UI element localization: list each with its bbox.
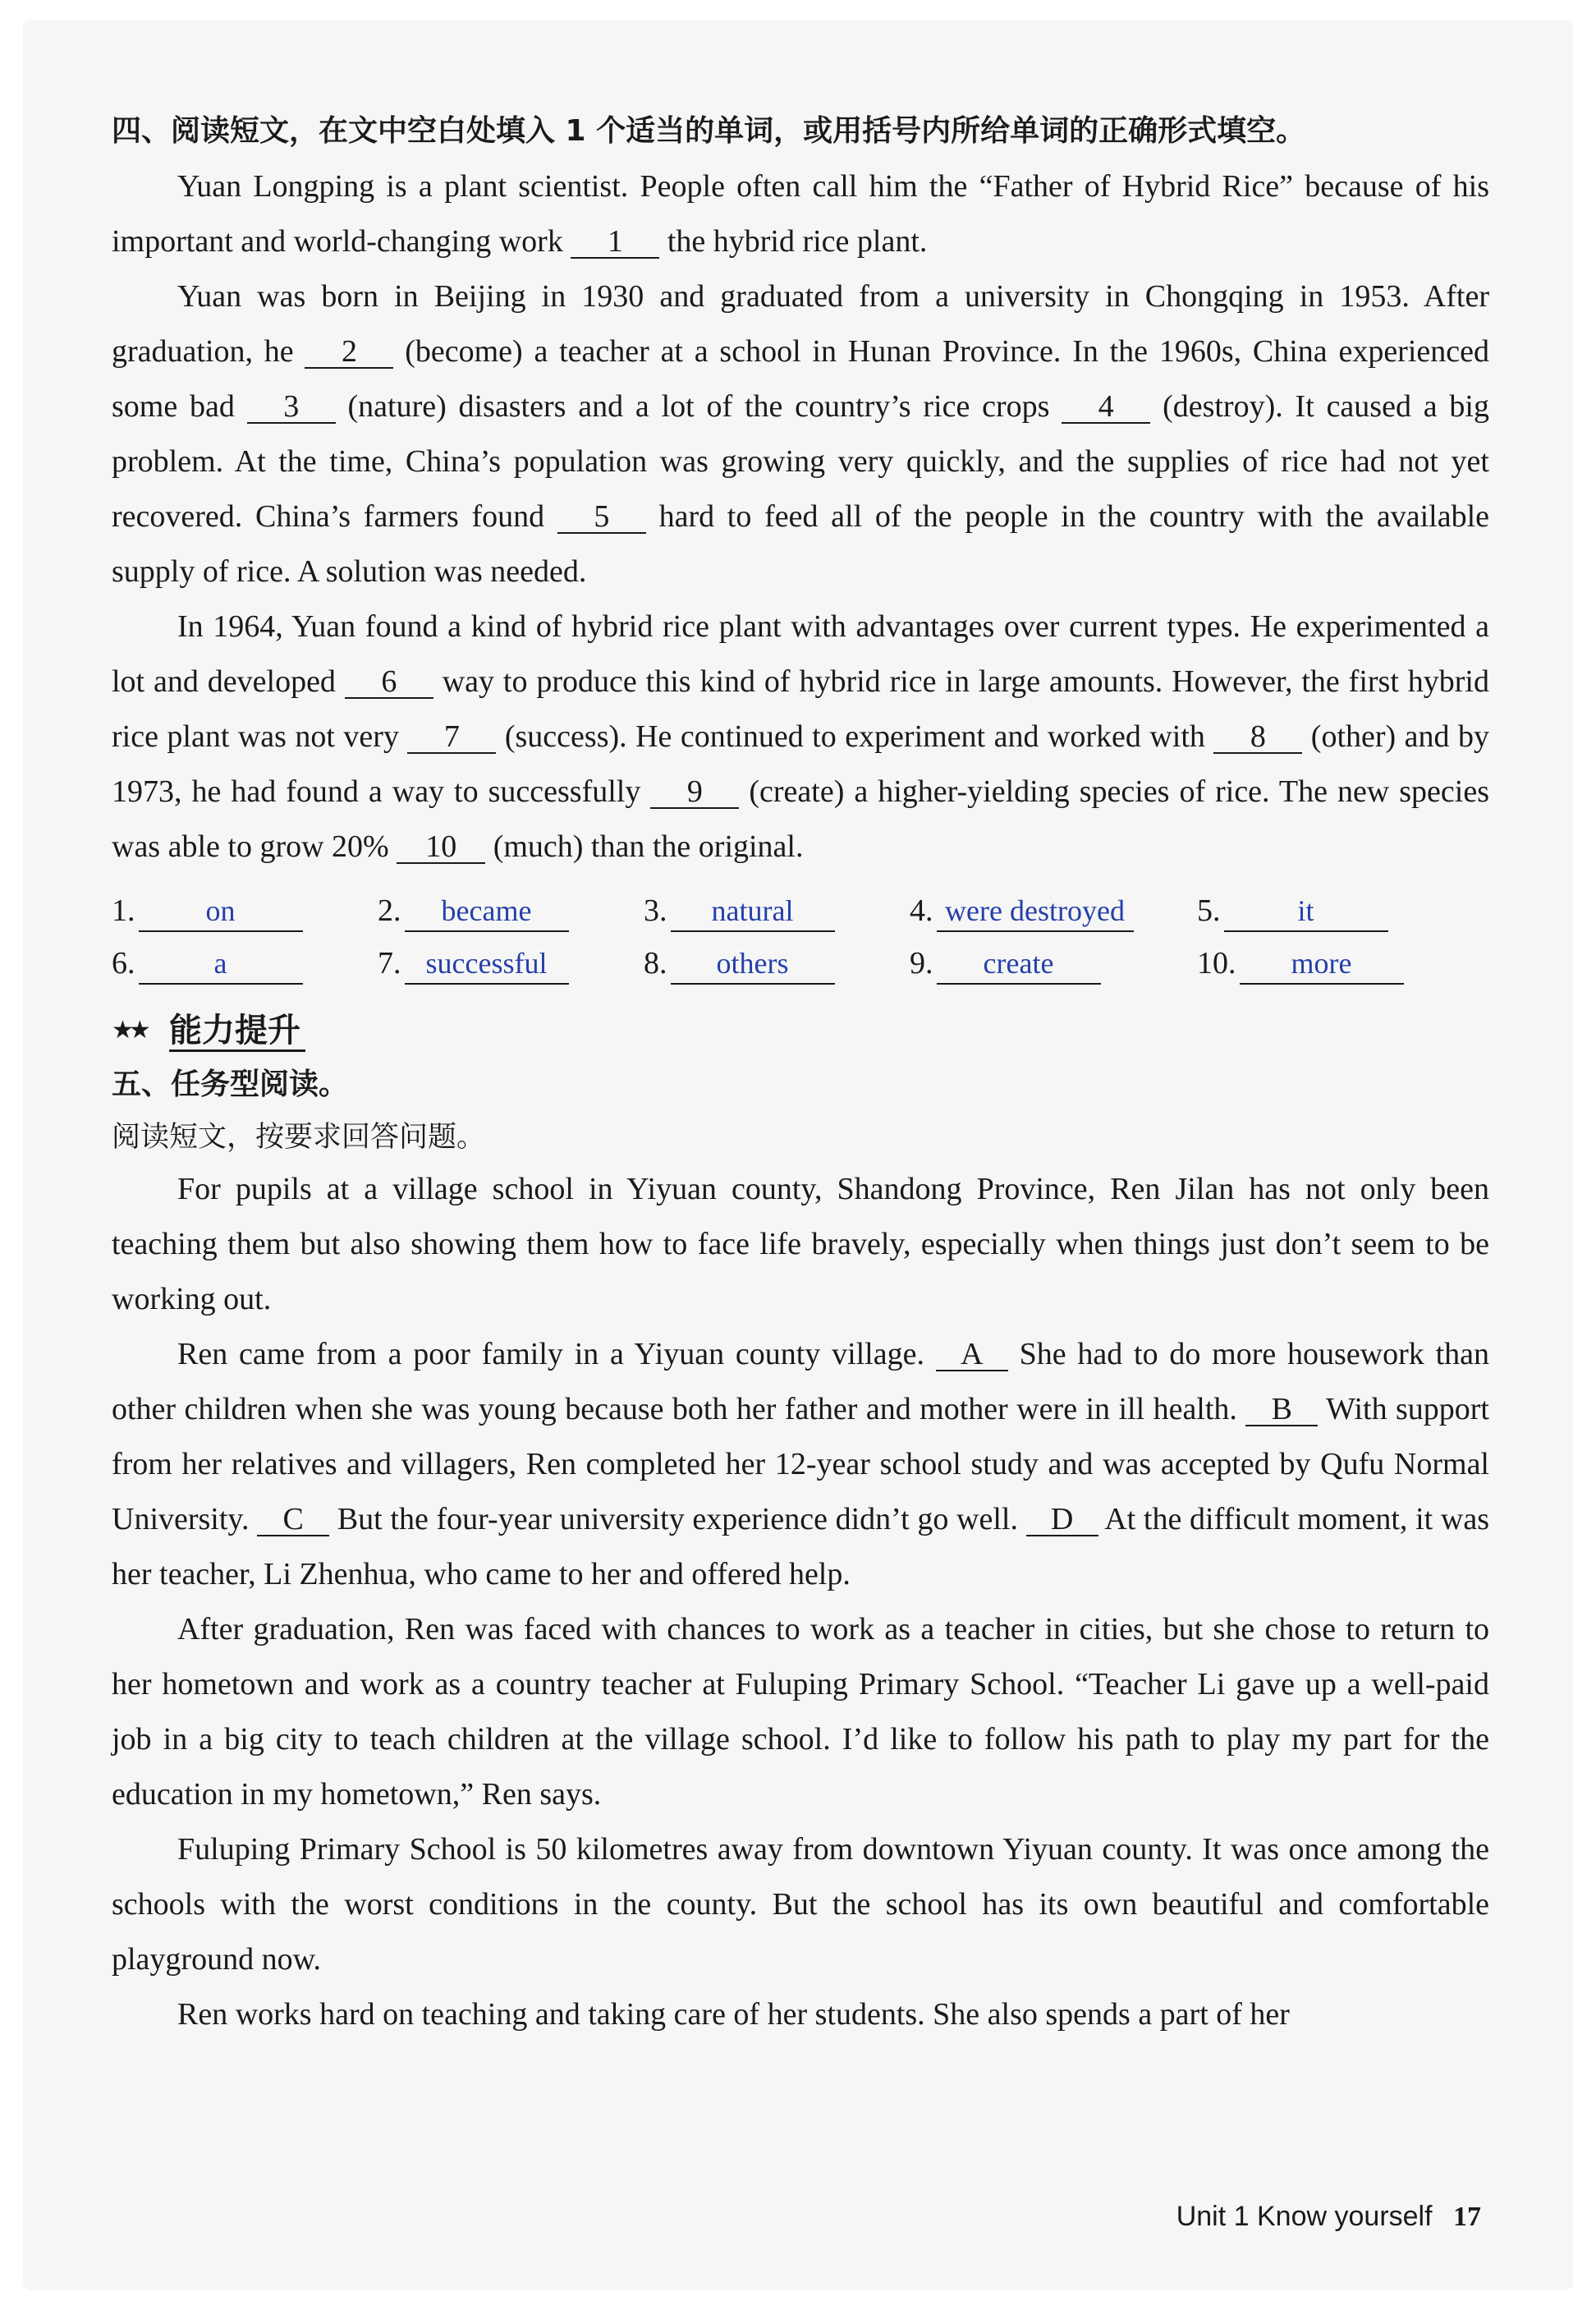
blank-8: 8 bbox=[1213, 721, 1302, 754]
s5-paragraph-1: For pupils at a village school in Yiyuan county, Shandong Province, Ren Jilan has not only been teaching them but also showing them how to face life bravely, especially when things just don’t seem to be working out. bbox=[112, 1172, 1489, 1316]
blank-6: 6 bbox=[345, 666, 433, 699]
answer-value: more bbox=[1240, 947, 1404, 985]
blank-9: 9 bbox=[650, 776, 739, 809]
text-run: (become) a teacher at a school in Hunan Province. In the 1960s, China experienced some bad bbox=[112, 334, 1489, 424]
text-run: (much) than the original. bbox=[485, 829, 804, 864]
page-number: 17 bbox=[1453, 2202, 1481, 2232]
text-run: way to produce this kind of hybrid rice in large amounts. However, the first hybrid rice plant was not very bbox=[112, 664, 1489, 754]
text-run: At the difficult moment, it was her teacher, Li Zhenhua, who came to her and offered help. bbox=[112, 1502, 1489, 1591]
blank-1: 1 bbox=[571, 226, 659, 259]
text-run: the hybrid rice plant. bbox=[659, 224, 928, 259]
blank-7: 7 bbox=[407, 721, 496, 754]
answer-value: became bbox=[405, 894, 569, 932]
s4-paragraph-1 bbox=[112, 159, 1489, 269]
answer-item bbox=[1197, 942, 1443, 985]
text-run: (other) and by 1973, he had found a way to successfully bbox=[112, 719, 1489, 809]
answer-number: 2. bbox=[378, 893, 401, 928]
answer-number: 3. bbox=[644, 893, 667, 928]
blank-2: 2 bbox=[305, 336, 393, 369]
answer-value: were destroyed bbox=[937, 894, 1134, 932]
section5-heading: 五、任务型阅读。 bbox=[112, 1068, 349, 1101]
s5-paragraph-5: Ren works hard on teaching and taking care of her students. She also spends a part of her bbox=[177, 1997, 1290, 2032]
text-run: (success). He continued to experiment and worked with bbox=[496, 719, 1214, 754]
answer-key bbox=[112, 889, 1489, 985]
answer-number: 10. bbox=[1197, 946, 1236, 980]
answer-item bbox=[378, 889, 644, 932]
star-icon: ★★ bbox=[112, 1017, 146, 1044]
s5-paragraph-4: Fuluping Primary School is 50 kilometres away from downtown Yiyuan county. It was once among the schools with the worst conditions in the county. But the school has its own beautiful and comfortable playground now. bbox=[112, 1832, 1489, 1977]
answer-item bbox=[644, 889, 910, 932]
answer-item bbox=[112, 889, 378, 932]
s5-paragraph-3: After graduation, Ren was faced with chances to work as a teacher in cities, but she chose to return to her hometown and work as a country teacher at Fuluping Primary School. “Teacher Li gave up a well-paid job in a big city to teach children at the village school. I’d like to follow his path to play my part for the education in my hometown,” Ren says. bbox=[112, 1612, 1489, 1812]
footer-unit: Unit 1 bbox=[1176, 2201, 1250, 2232]
banner-title: 能力提升 bbox=[169, 1012, 305, 1052]
text-run: But the four-year university experience didn’t go well. bbox=[329, 1502, 1026, 1536]
blank-5: 5 bbox=[557, 501, 646, 534]
text-run: In 1964, Yuan found a kind of hybrid rice plant with advantages over current types. He experimented a lot and developed bbox=[112, 609, 1489, 699]
answer-item bbox=[910, 942, 1197, 985]
answer-item bbox=[378, 942, 644, 985]
answer-number: 6. bbox=[112, 946, 135, 980]
answer-item bbox=[112, 942, 378, 985]
answer-value: natural bbox=[671, 894, 835, 932]
answer-number: 4. bbox=[910, 893, 933, 928]
s4-paragraph-3 bbox=[112, 599, 1489, 875]
text-run: With support from her relatives and villagers, Ren completed her 12-year school study and was accepted by Qufu Normal University. bbox=[112, 1392, 1489, 1536]
answer-number: 9. bbox=[910, 946, 933, 980]
text-run: (create) a higher-yielding species of rice. The new species was able to grow 20% bbox=[112, 774, 1489, 864]
answer-value: on bbox=[139, 894, 303, 932]
answer-value: it bbox=[1224, 894, 1388, 932]
blank-10: 10 bbox=[397, 831, 485, 864]
answer-item bbox=[1197, 889, 1443, 932]
s5-paragraph-2 bbox=[112, 1327, 1489, 1602]
answer-number: 8. bbox=[644, 946, 667, 980]
answer-number: 5. bbox=[1197, 893, 1221, 928]
section5-instruction: 阅读短文，按要求回答问题。 bbox=[112, 1121, 486, 1154]
blank-3: 3 bbox=[247, 391, 336, 424]
answer-value: a bbox=[139, 947, 303, 985]
answer-item bbox=[644, 942, 910, 985]
text-run: Yuan Longping is a plant scientist. People often call him the “Father of Hybrid Rice” because of his important and world-changing work bbox=[112, 169, 1489, 259]
blank-A: A bbox=[936, 1339, 1008, 1371]
answer-value: create bbox=[937, 947, 1101, 985]
page-content bbox=[112, 108, 1489, 2042]
answer-number: 7. bbox=[378, 946, 401, 980]
text-run: Yuan was born in Beijing in 1930 and graduated from a university in Chongqing in 1953. After graduation, he bbox=[112, 279, 1489, 369]
answer-value: others bbox=[671, 947, 835, 985]
section4-heading: 四、阅读短文，在文中空白处填入 1 个适当的单词，或用括号内所给单词的正确形式填空。 bbox=[112, 114, 1306, 148]
text-run: She had to do more housework than other children when she was young because both her father and mother were in ill health. bbox=[112, 1337, 1489, 1426]
blank-B: B bbox=[1245, 1394, 1318, 1426]
footer-title: Know yourself bbox=[1257, 2201, 1433, 2232]
text-run: (nature) disasters and a lot of the country’s rice crops bbox=[335, 389, 1062, 424]
answer-item bbox=[910, 889, 1197, 932]
blank-D: D bbox=[1026, 1504, 1098, 1536]
blank-4: 4 bbox=[1062, 391, 1150, 424]
ability-banner bbox=[112, 1008, 305, 1057]
answer-number: 1. bbox=[112, 893, 135, 928]
text-run: (destroy). It caused a big problem. At the time, China’s population was growing very quickly, and the supplies of rice had not yet recovered. China’s farmers found bbox=[112, 389, 1489, 534]
answer-value: successful bbox=[405, 947, 569, 985]
s4-paragraph-2 bbox=[112, 269, 1489, 599]
page-footer bbox=[1176, 2201, 1481, 2233]
text-run: hard to feed all of the people in the country with the available supply of rice. A solution was needed. bbox=[112, 499, 1489, 589]
text-run: Ren came from a poor family in a Yiyuan county village. bbox=[177, 1337, 936, 1371]
blank-C: C bbox=[257, 1504, 329, 1536]
